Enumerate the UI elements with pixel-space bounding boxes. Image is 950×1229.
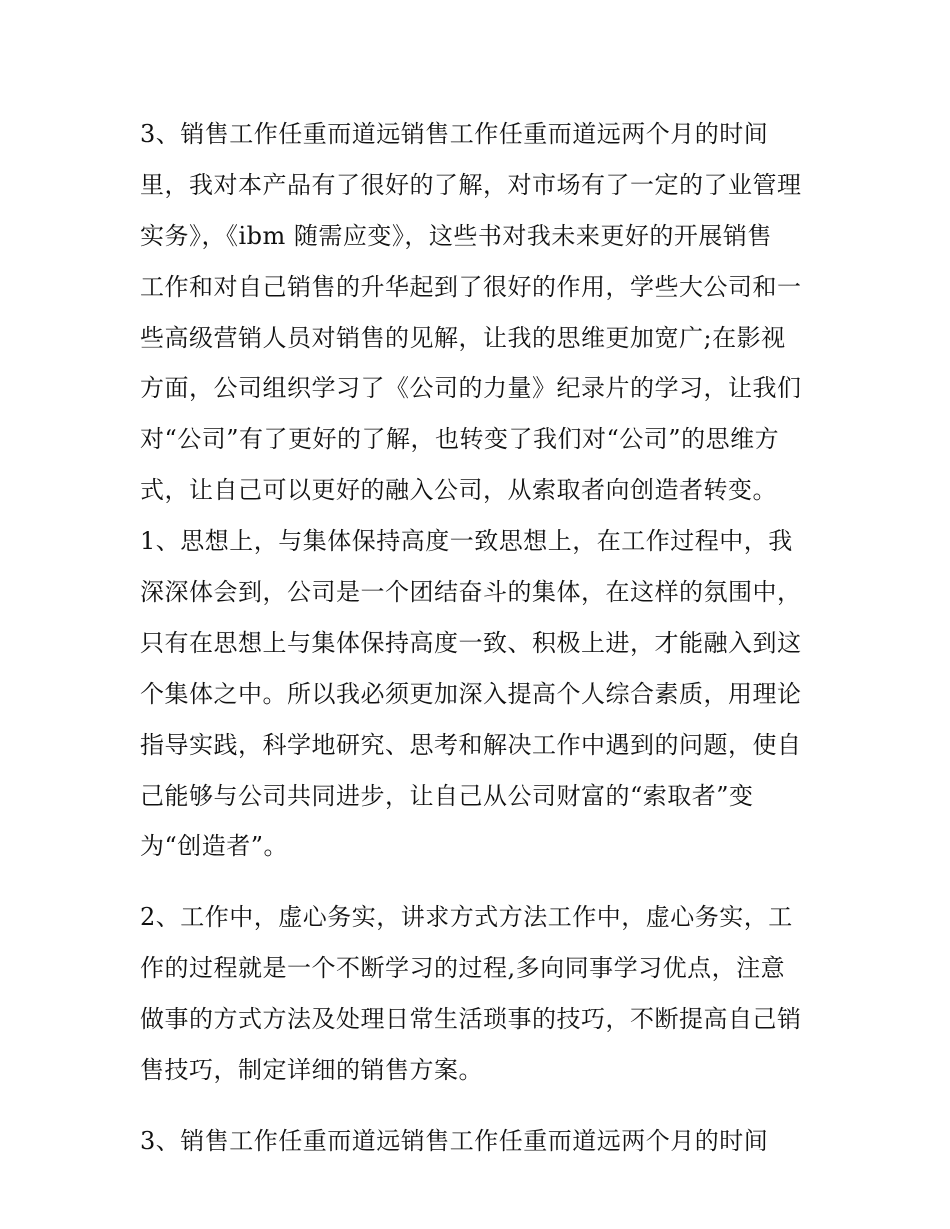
text-line: 为“创造者”。	[140, 832, 289, 861]
text-line: 式，让自己可以更好的融入公司，从索取者向创造者转变。	[140, 476, 777, 505]
text-line: 作的过程就是一个不断学习的过程,多向同事学习优点，注意	[140, 954, 786, 983]
document-body	[140, 109, 820, 1167]
text-line: 指导实践，科学地研究、思考和解决工作中遇到的问题，使自	[140, 730, 802, 759]
text-line: 3、销售工作任重而道远销售工作任重而道远两个月的时间	[140, 1126, 769, 1155]
text-line: 实务》，《ibm 随需应变》，这些书对我未来更好的开展销售	[140, 221, 772, 250]
text-line: 己能够与公司共同进步，让自己从公司财富的“索取者”变	[140, 781, 754, 810]
text-line: 深深体会到，公司是一个团结奋斗的集体，在这样的氛围中，	[140, 578, 802, 607]
text-line: 1、思想上，与集体保持高度一致思想上，在工作过程中，我	[140, 527, 793, 556]
text-line: 2、工作中，虚心务实，讲求方式方法工作中，虚心务实，工	[140, 903, 793, 932]
text-line: 些高级营销人员对销售的见解，让我的思维更加宽广;在影视	[140, 323, 786, 352]
text-line: 只有在思想上与集体保持高度一致、积极上进，才能融入到这	[140, 628, 802, 657]
text-line: 里，我对本产品有了很好的了解，对市场有了一定的了业管理	[140, 170, 802, 199]
text-line: 工作和对自己销售的升华起到了很好的作用，学些大公司和一	[140, 272, 802, 301]
text-line: 方面，公司组织学习了《公司的力量》纪录片的学习，让我们	[140, 374, 802, 403]
text-line: 售技巧，制定详细的销售方案。	[140, 1056, 483, 1085]
paragraph-gap	[140, 872, 820, 892]
text-line: 对“公司”有了更好的了解，也转变了我们对“公司”的思维方	[140, 425, 780, 454]
paragraph-gap	[140, 1096, 820, 1116]
text-line: 3、销售工作任重而道远销售工作任重而道远两个月的时间	[140, 120, 769, 148]
text-line: 做事的方式方法及处理日常生活琐事的技巧，不断提高自己销	[140, 1005, 802, 1034]
text-line: 个集体之中。所以我必须更加深入提高个人综合素质，用理论	[140, 679, 802, 708]
